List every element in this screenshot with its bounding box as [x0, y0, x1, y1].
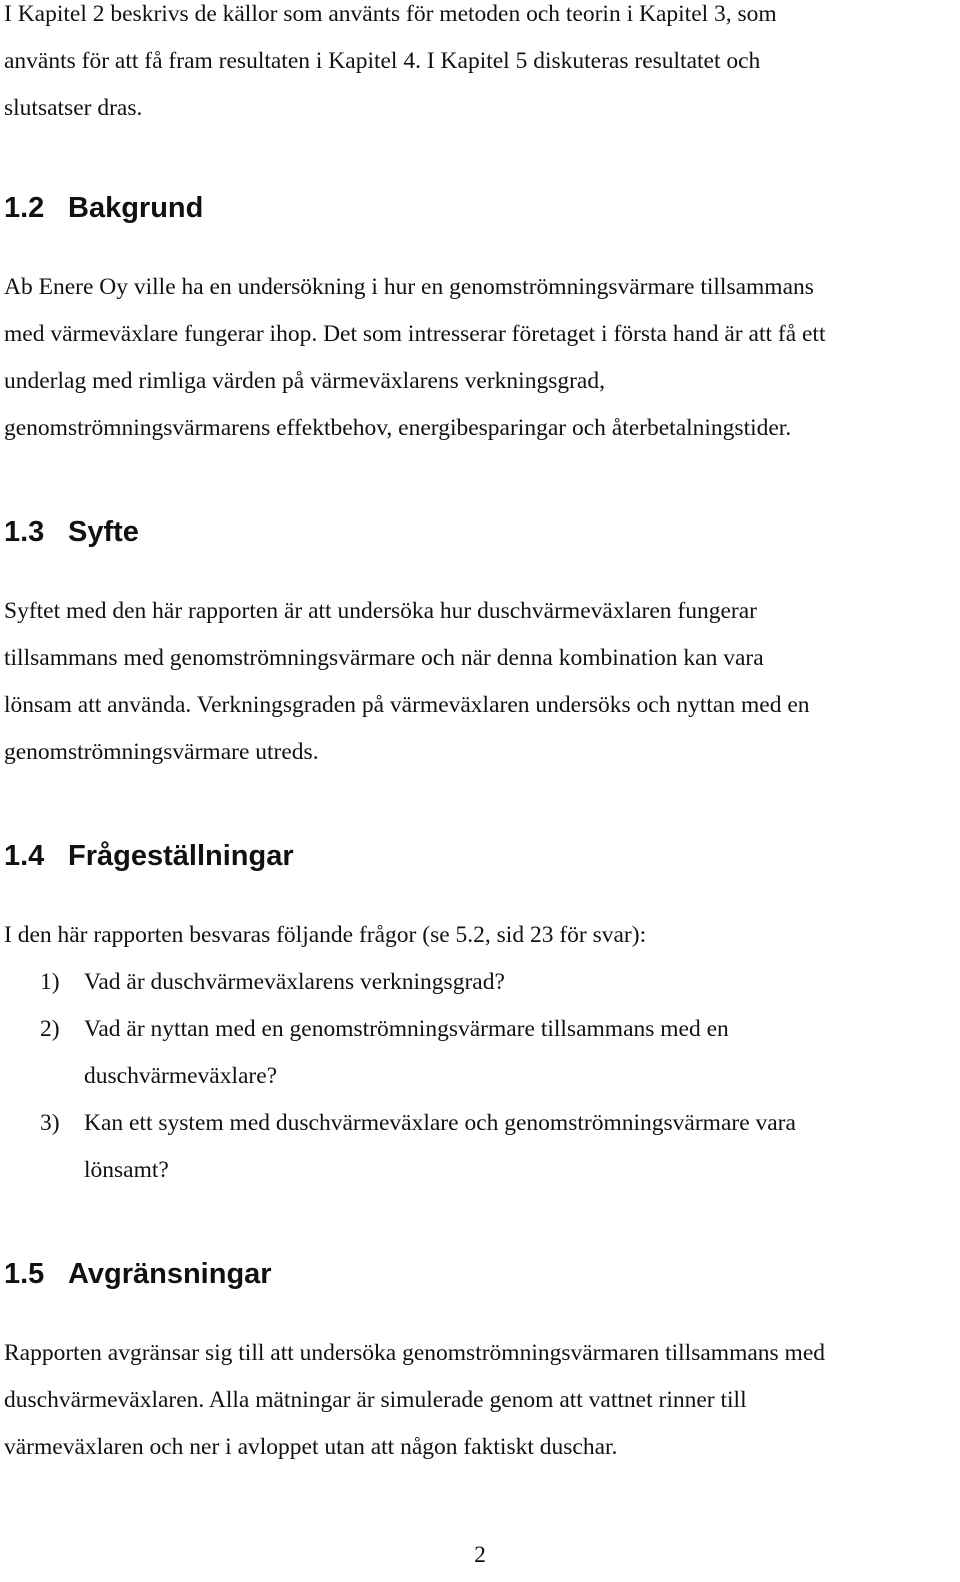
list-item-text: duschvärmeväxlare? [84, 1063, 278, 1089]
paragraph-line: tillsammans med genomströmningsvärmare och när denna kombination kan vara [4, 645, 764, 671]
section-number: 1.5 [4, 1258, 45, 1290]
paragraph-line: genomströmningsvärmare utreds. [4, 739, 319, 765]
section-number: 1.4 [4, 840, 45, 872]
section-number: 1.2 [4, 192, 45, 224]
avgransningar-paragraph [4, 1330, 956, 1471]
list-item-number: 1) [40, 969, 60, 995]
page-number: 2 [474, 1542, 486, 1568]
paragraph-line: Syftet med den här rapporten är att undersöka hur duschvärmeväxlaren fungerar [4, 598, 757, 624]
paragraph-line: Ab Enere Oy ville ha en undersökning i hur en genomströmningsvärmare tillsammans [4, 274, 814, 300]
paragraph-line: använts för att få fram resultaten i Kapitel 4. I Kapitel 5 diskuteras resultatet och [4, 48, 761, 74]
question-list [0, 959, 960, 1194]
paragraph-line: I Kapitel 2 beskrivs de källor som använts för metoden och teorin i Kapitel 3, som [4, 1, 777, 27]
section-number: 1.3 [4, 516, 45, 548]
section-heading-avgransningar [4, 1256, 272, 1292]
list-item-number: 2) [40, 1016, 60, 1042]
section-title: Bakgrund [68, 192, 204, 224]
list-item-number: 3) [40, 1110, 60, 1136]
section-title: Frågeställningar [68, 840, 294, 872]
paragraph-line: I den här rapporten besvaras följande frågor (se 5.2, sid 23 för svar): [4, 922, 647, 948]
section-title: Syfte [68, 516, 139, 548]
paragraph-line: underlag med rimliga värden på värmeväxlarens verkningsgrad, [4, 368, 605, 394]
list-item-text: Kan ett system med duschvärmeväxlare och genomströmningsvärmare vara [84, 1110, 796, 1136]
paragraph-line: genomströmningsvärmarens effektbehov, energibesparingar och återbetalningstider. [4, 415, 792, 441]
paragraph-line: med värmeväxlare fungerar ihop. Det som intresserar företaget i första hand är att få ett [4, 321, 826, 347]
list-item-text: lönsamt? [84, 1157, 169, 1183]
list-item [0, 959, 960, 1006]
section-heading-fragestallningar [4, 838, 294, 874]
paragraph-line: slutsatser dras. [4, 95, 143, 121]
intro-paragraph [4, 0, 956, 132]
list-item-text: Vad är nyttan med en genomströmningsvärmare tillsammans med en [84, 1016, 729, 1042]
paragraph-line: värmeväxlaren och ner i avloppet utan att någon faktiskt duschar. [4, 1434, 618, 1460]
list-item [0, 1100, 960, 1194]
paragraph-line: duschvärmeväxlaren. Alla mätningar är simulerade genom att vattnet rinner till [4, 1387, 747, 1413]
fragestallningar-intro [4, 912, 956, 959]
paragraph-line: lönsam att använda. Verkningsgraden på värmeväxlaren undersöks och nyttan med en [4, 692, 810, 718]
section-heading-syfte [4, 514, 139, 550]
paragraph-line: Rapporten avgränsar sig till att undersöka genomströmningsvärmaren tillsammans med [4, 1340, 826, 1366]
list-item-text: Vad är duschvärmeväxlarens verkningsgrad? [84, 969, 505, 995]
section-title: Avgränsningar [68, 1258, 272, 1290]
section-heading-bakgrund [4, 190, 203, 226]
list-item [0, 1006, 960, 1100]
bakgrund-paragraph [4, 264, 956, 452]
syfte-paragraph [4, 588, 956, 776]
